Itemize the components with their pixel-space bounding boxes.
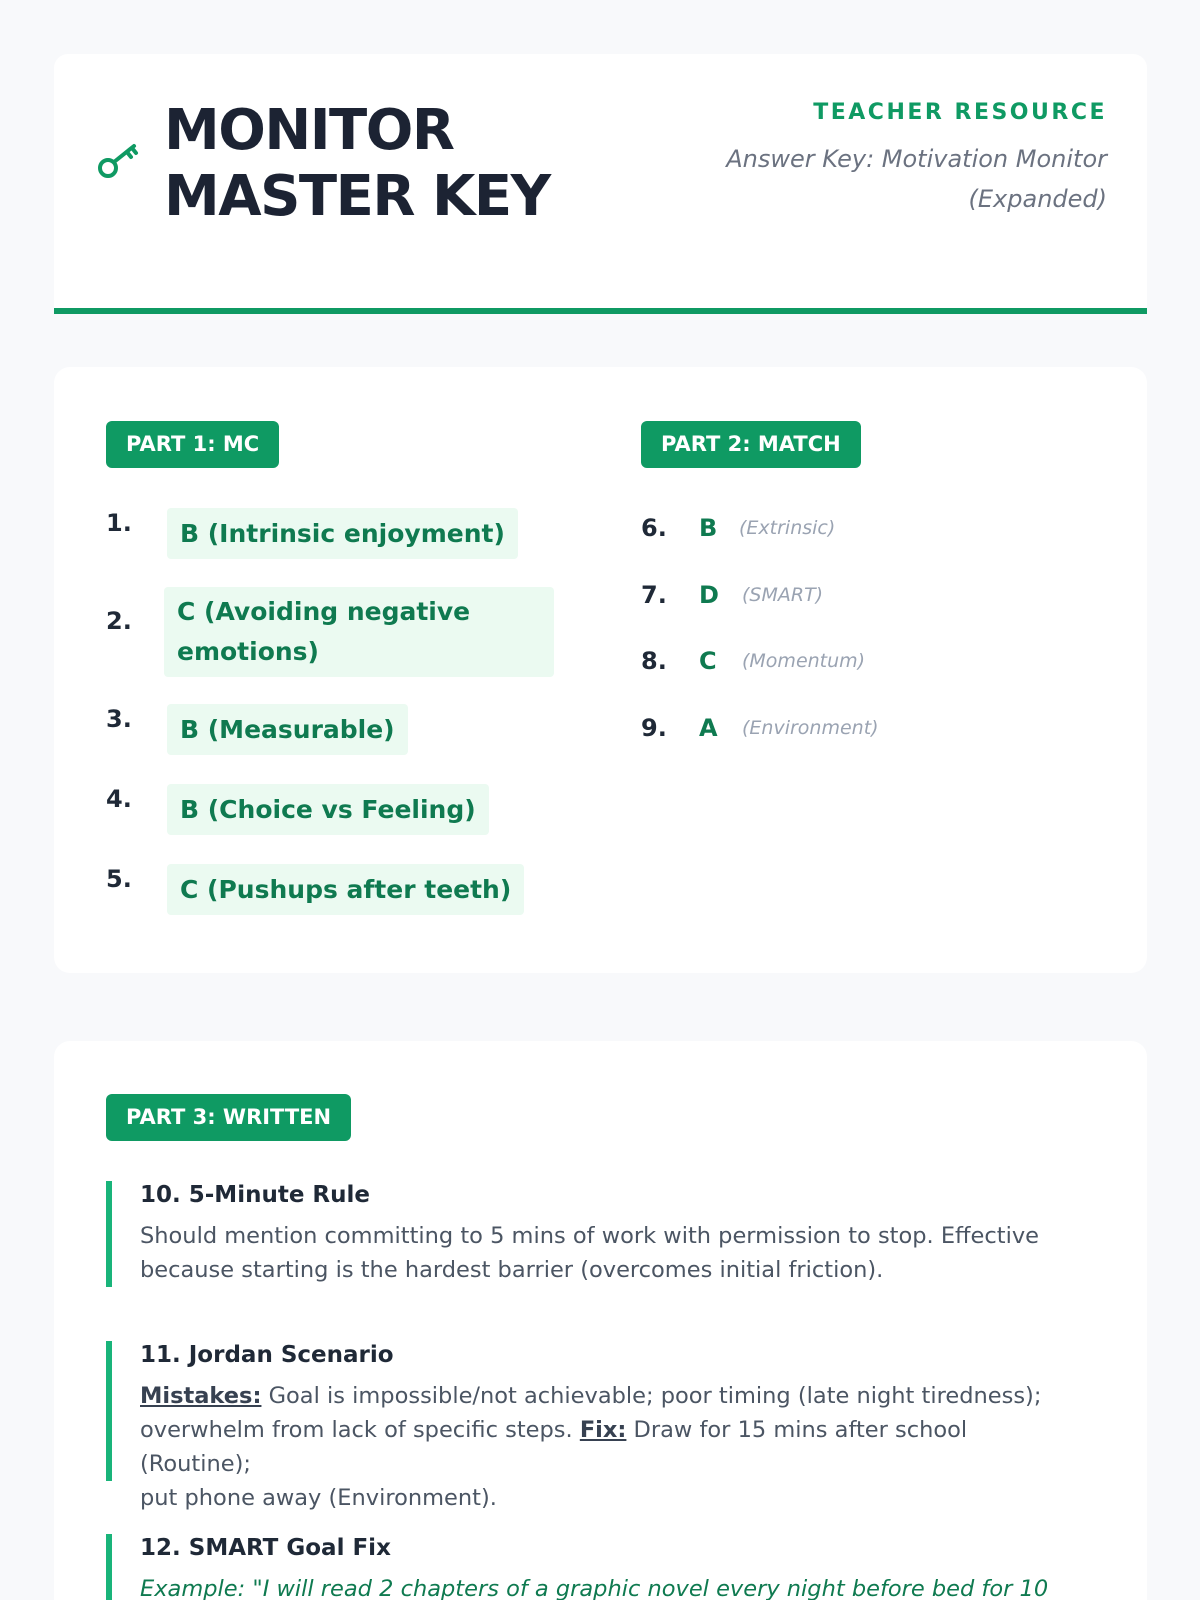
question-title: 12. SMART Goal Fix (140, 1535, 391, 1561)
question-body (140, 1219, 1066, 1287)
body-text: overwhelm from lack of specific steps. (140, 1417, 580, 1443)
written-card (54, 1041, 1147, 1600)
page-title (164, 98, 634, 230)
written-answer (106, 1181, 1066, 1287)
written-answer (106, 1341, 1066, 1511)
match-letter: A (699, 714, 718, 742)
match-number: 6. (641, 514, 667, 542)
resource-eyebrow: TEACHER RESOURCE (813, 100, 1107, 125)
part1-label: PART 1: MC (106, 421, 279, 468)
question-body (140, 1379, 1066, 1515)
page-header (54, 54, 1147, 314)
match-note: (SMART) (742, 584, 824, 606)
mc-answer: B (Intrinsic enjoyment) (167, 508, 518, 559)
body-line: because starting is the hardest barrier (overcomes initial friction). (140, 1257, 884, 1283)
title-line-1: MONITOR (164, 98, 454, 163)
key-icon (94, 136, 142, 184)
match-number: 9. (641, 714, 667, 742)
mc-number: 4. (106, 785, 132, 813)
example-answer: Example: "I will read 2 chapters of a graphic novel every night before bed for 10 (140, 1576, 1049, 1600)
body-line: put phone away (Environment). (140, 1485, 497, 1511)
match-number: 8. (641, 647, 667, 675)
mc-answer: C (Pushups after teeth) (167, 864, 524, 915)
question-title: 11. Jordan Scenario (140, 1342, 394, 1368)
answers-card (54, 367, 1147, 973)
title-line-2: MASTER KEY (164, 164, 550, 229)
header-meta (687, 100, 1107, 219)
match-note: (Extrinsic) (739, 517, 836, 539)
subtitle-line-1: Answer Key: Motivation Monitor (726, 145, 1107, 173)
page-subtitle (687, 139, 1107, 219)
subtitle-line-2: (Expanded) (968, 185, 1107, 213)
body-line (140, 1379, 1066, 1413)
match-letter: C (699, 647, 717, 675)
fix-label: Fix: (579, 1417, 627, 1443)
mc-answer-line-1: C (Avoiding negative (177, 597, 471, 626)
mc-number: 3. (106, 705, 132, 733)
part2-label: PART 2: MATCH (641, 421, 861, 468)
mc-answer: B (Measurable) (167, 704, 408, 755)
mc-answer: B (Choice vs Feeling) (167, 784, 489, 835)
match-number: 7. (641, 581, 667, 609)
mc-answer (164, 587, 554, 677)
mc-number: 2. (106, 607, 132, 635)
body-line: Should mention committing to 5 mins of work with permission to stop. Effective (140, 1223, 1040, 1249)
match-letter: B (699, 514, 718, 542)
mistakes-text: Goal is impossible/not achievable; poor timing (late night tiredness); (261, 1383, 1042, 1409)
mc-number: 1. (106, 509, 132, 537)
mistakes-label: Mistakes: (140, 1383, 262, 1409)
match-letter: D (699, 581, 719, 609)
question-title: 10. 5-Minute Rule (140, 1182, 370, 1208)
body-line (140, 1413, 1066, 1481)
written-answer (106, 1534, 1066, 1600)
mc-number: 5. (106, 865, 132, 893)
match-note: (Momentum) (742, 650, 866, 672)
match-note: (Environment) (742, 717, 879, 739)
part3-label: PART 3: WRITTEN (106, 1094, 351, 1141)
fix-text: Draw for 15 mins after school (Routine); (140, 1417, 968, 1477)
mc-answer-line-2: emotions) (177, 637, 319, 666)
